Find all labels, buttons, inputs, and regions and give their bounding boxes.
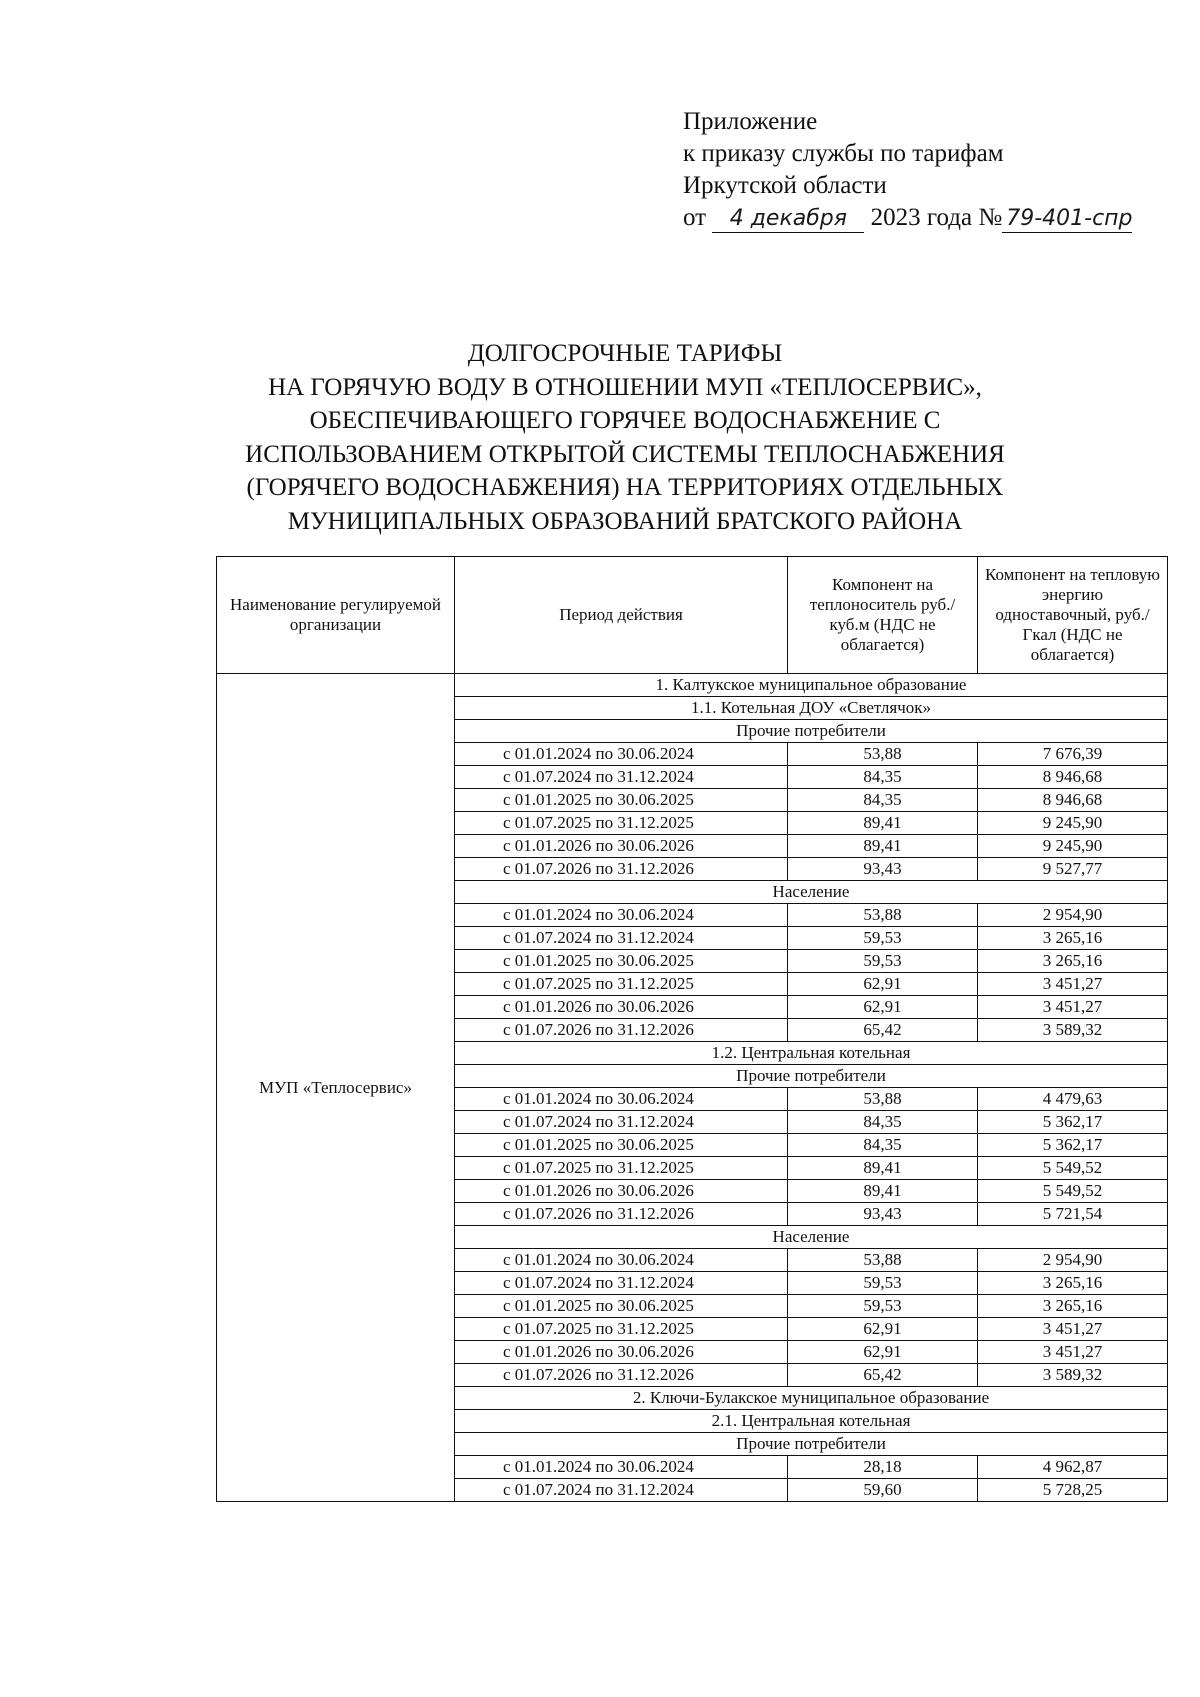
energy-cell: 3 451,27 (978, 973, 1168, 996)
energy-cell: 3 451,27 (978, 1341, 1168, 1364)
title-line-5: (ГОРЯЧЕГО ВОДОСНАБЖЕНИЯ) НА ТЕРРИТОРИЯХ ОТДЕЛЬНЫХ (246, 474, 1004, 502)
section-heading-cell: Прочие потребители (455, 1433, 1168, 1456)
header-energy: Компонент на тепловую энергию одноставочный, руб./Гкал (НДС не облагается) (978, 557, 1168, 674)
title-line-3: ОБЕСПЕЧИВАЮЩЕГО ГОРЯЧЕЕ ВОДОСНАБЖЕНИЕ С (309, 407, 941, 435)
coolant-cell: 53,88 (788, 743, 978, 766)
year-text: 2023 года № (870, 204, 1003, 231)
energy-cell: 5 721,54 (978, 1203, 1168, 1226)
period-cell: с 01.07.2024 по 31.12.2024 (455, 1272, 788, 1295)
coolant-cell: 59,60 (788, 1479, 978, 1502)
header-coolant: Компонент на теплоноситель руб./куб.м (НДС не облагается) (788, 557, 978, 674)
document-title (200, 337, 1050, 539)
period-cell: с 01.07.2024 по 31.12.2024 (455, 1111, 788, 1134)
appendix-block (683, 106, 1132, 234)
period-cell: с 01.07.2025 по 31.12.2025 (455, 1318, 788, 1341)
section-row (217, 674, 1168, 697)
title-line-2: НА ГОРЯЧУЮ ВОДУ В ОТНОШЕНИИ МУП «ТЕПЛОСЕРВИС», (268, 373, 982, 401)
period-cell: с 01.01.2026 по 30.06.2026 (455, 1341, 788, 1364)
coolant-cell: 53,88 (788, 1249, 978, 1272)
appendix-line-2: к приказу службы по тарифам (683, 140, 1004, 167)
energy-cell: 9 245,90 (978, 835, 1168, 858)
period-cell: с 01.07.2024 по 31.12.2024 (455, 927, 788, 950)
energy-cell: 3 265,16 (978, 1295, 1168, 1318)
title-line-4: ИСПОЛЬЗОВАНИЕМ ОТКРЫТОЙ СИСТЕМЫ ТЕПЛОСНАБЖЕНИЯ (245, 440, 1005, 468)
coolant-cell: 62,91 (788, 996, 978, 1019)
coolant-cell: 53,88 (788, 904, 978, 927)
period-cell: с 01.07.2026 по 31.12.2026 (455, 858, 788, 881)
period-cell: с 01.07.2024 по 31.12.2024 (455, 1479, 788, 1502)
coolant-cell: 59,53 (788, 950, 978, 973)
coolant-cell: 89,41 (788, 835, 978, 858)
table-header-row (217, 557, 1168, 674)
period-cell: с 01.01.2024 по 30.06.2024 (455, 904, 788, 927)
section-heading-cell: 2. Ключи-Булакское муниципальное образование (455, 1387, 1168, 1410)
energy-cell: 3 451,27 (978, 996, 1168, 1019)
energy-cell: 8 946,68 (978, 766, 1168, 789)
energy-cell: 3 589,32 (978, 1019, 1168, 1042)
title-line-6: МУНИЦИПАЛЬНЫХ ОБРАЗОВАНИЙ БРАТСКОГО РАЙОНА (287, 507, 963, 535)
energy-cell: 2 954,90 (978, 1249, 1168, 1272)
period-cell: с 01.07.2026 по 31.12.2026 (455, 1364, 788, 1387)
period-cell: с 01.01.2025 по 30.06.2025 (455, 1134, 788, 1157)
energy-cell: 9 245,90 (978, 812, 1168, 835)
title-line-1: ДОЛГОСРОЧНЫЕ ТАРИФЫ (467, 340, 783, 367)
period-cell: с 01.01.2024 по 30.06.2024 (455, 1088, 788, 1111)
date-prefix: от (683, 204, 707, 231)
coolant-cell: 84,35 (788, 1134, 978, 1157)
section-heading-cell: Прочие потребители (455, 1065, 1168, 1088)
header-period: Период действия (455, 557, 788, 674)
appendix-date-line (683, 202, 1132, 234)
period-cell: с 01.01.2025 по 30.06.2025 (455, 1295, 788, 1318)
appendix-line-3: Иркутской области (683, 172, 887, 199)
energy-cell: 3 451,27 (978, 1318, 1168, 1341)
table-body (217, 674, 1168, 1502)
energy-cell: 3 265,16 (978, 950, 1168, 973)
energy-cell: 5 362,17 (978, 1111, 1168, 1134)
coolant-cell: 62,91 (788, 973, 978, 996)
energy-cell: 9 527,77 (978, 858, 1168, 881)
energy-cell: 4 479,63 (978, 1088, 1168, 1111)
coolant-cell: 93,43 (788, 858, 978, 881)
energy-cell: 3 265,16 (978, 927, 1168, 950)
energy-cell: 7 676,39 (978, 743, 1168, 766)
period-cell: с 01.07.2025 по 31.12.2025 (455, 973, 788, 996)
period-cell: с 01.01.2024 по 30.06.2024 (455, 1249, 788, 1272)
coolant-cell: 84,35 (788, 1111, 978, 1134)
org-name-cell: МУП «Теплосервис» (217, 674, 455, 1502)
period-cell: с 01.01.2025 по 30.06.2025 (455, 950, 788, 973)
coolant-cell: 65,42 (788, 1019, 978, 1042)
coolant-cell: 53,88 (788, 1088, 978, 1111)
section-heading-cell: 2.1. Центральная котельная (455, 1410, 1168, 1433)
coolant-cell: 28,18 (788, 1456, 978, 1479)
coolant-cell: 84,35 (788, 766, 978, 789)
period-cell: с 01.01.2025 по 30.06.2025 (455, 789, 788, 812)
energy-cell: 8 946,68 (978, 789, 1168, 812)
period-cell: с 01.07.2025 по 31.12.2025 (455, 1157, 788, 1180)
period-cell: с 01.01.2026 по 30.06.2026 (455, 996, 788, 1019)
coolant-cell: 62,91 (788, 1318, 978, 1341)
coolant-cell: 59,53 (788, 1295, 978, 1318)
energy-cell: 3 265,16 (978, 1272, 1168, 1295)
period-cell: с 01.01.2024 по 30.06.2024 (455, 1456, 788, 1479)
period-cell: с 01.01.2026 по 30.06.2026 (455, 835, 788, 858)
period-cell: с 01.01.2024 по 30.06.2024 (455, 743, 788, 766)
appendix-line-1: Приложение (683, 108, 818, 135)
coolant-cell: 65,42 (788, 1364, 978, 1387)
period-cell: с 01.07.2026 по 31.12.2026 (455, 1203, 788, 1226)
energy-cell: 5 549,52 (978, 1157, 1168, 1180)
energy-cell: 2 954,90 (978, 904, 1168, 927)
section-heading-cell: 1. Калтукское муниципальное образование (455, 674, 1168, 697)
coolant-cell: 89,41 (788, 812, 978, 835)
coolant-cell: 59,53 (788, 927, 978, 950)
coolant-cell: 62,91 (788, 1341, 978, 1364)
coolant-cell: 59,53 (788, 1272, 978, 1295)
header-org: Наименование регулируемой организации (217, 557, 455, 674)
period-cell: с 01.07.2026 по 31.12.2026 (455, 1019, 788, 1042)
section-heading-cell: 1.2. Центральная котельная (455, 1042, 1168, 1065)
coolant-cell: 84,35 (788, 789, 978, 812)
energy-cell: 5 728,25 (978, 1479, 1168, 1502)
period-cell: с 01.07.2025 по 31.12.2025 (455, 812, 788, 835)
energy-cell: 4 962,87 (978, 1456, 1168, 1479)
period-cell: с 01.01.2026 по 30.06.2026 (455, 1180, 788, 1203)
energy-cell: 3 589,32 (978, 1364, 1168, 1387)
period-cell: с 01.07.2024 по 31.12.2024 (455, 766, 788, 789)
section-heading-cell: 1.1. Котельная ДОУ «Светлячок» (455, 697, 1168, 720)
coolant-cell: 89,41 (788, 1180, 978, 1203)
section-heading-cell: Население (455, 1226, 1168, 1249)
handwritten-order-number: 79-401-спр (1002, 206, 1132, 233)
section-heading-cell: Прочие потребители (455, 720, 1168, 743)
tariffs-table (216, 556, 1168, 1502)
energy-cell: 5 549,52 (978, 1180, 1168, 1203)
coolant-cell: 93,43 (788, 1203, 978, 1226)
section-heading-cell: Население (455, 881, 1168, 904)
handwritten-date: 4 декабря (712, 206, 864, 233)
coolant-cell: 89,41 (788, 1157, 978, 1180)
energy-cell: 5 362,17 (978, 1134, 1168, 1157)
